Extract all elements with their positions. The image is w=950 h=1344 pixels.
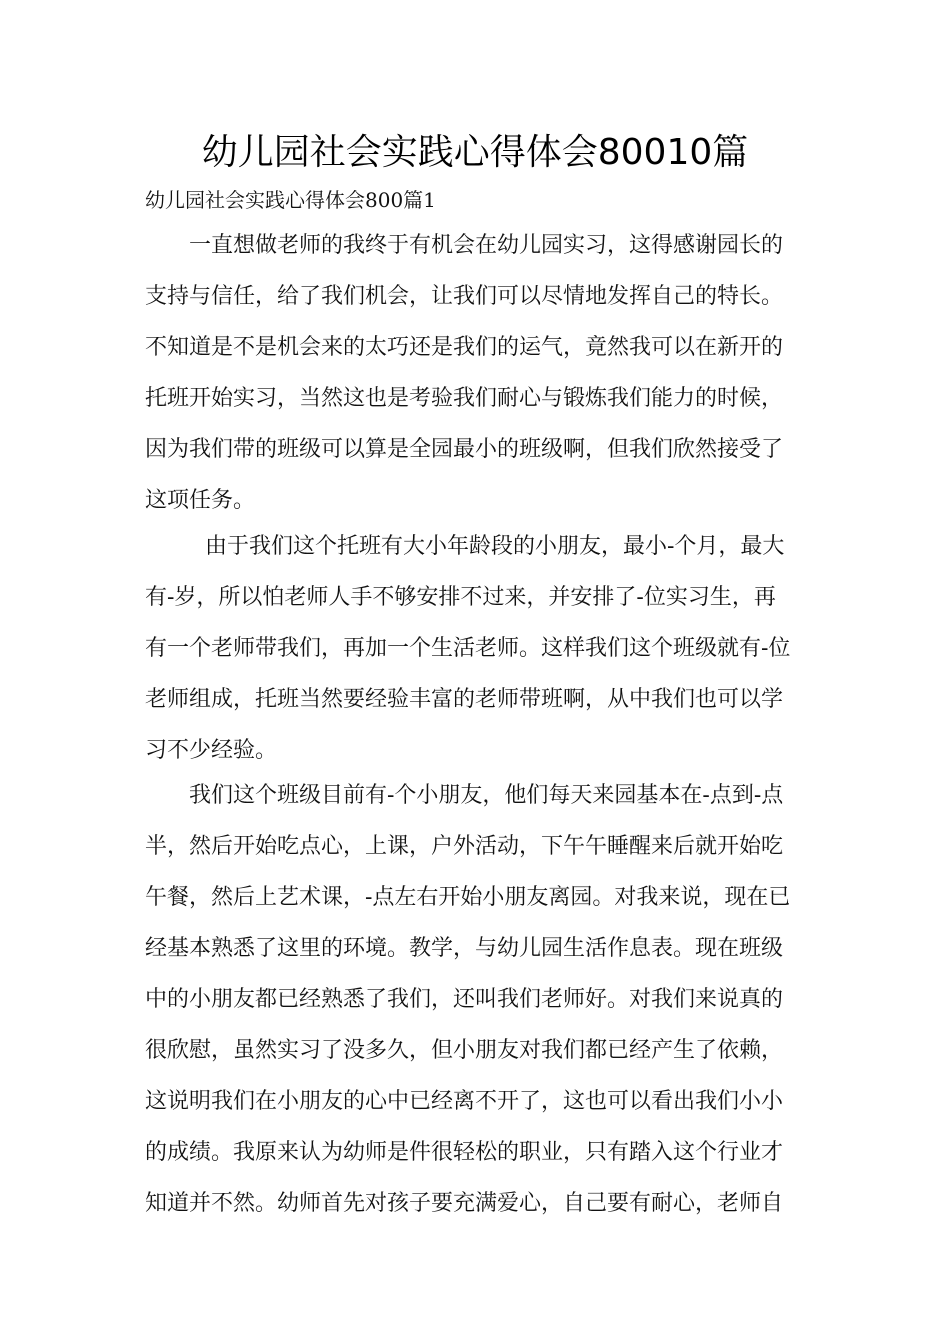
paragraph-line: 半，然后开始吃点心，上课，户外活动，下午午睡醒来后就开始吃: [145, 834, 784, 859]
paragraph-3: [145, 770, 825, 1229]
paragraph-line: 经基本熟悉了这里的环境。教学，与幼儿园生活作息表。现在班级: [145, 936, 784, 961]
paragraph-line: 老师组成，托班当然要经验丰富的老师带班啊，从中我们也可以学: [145, 687, 784, 712]
paragraph-1: [145, 220, 825, 526]
document-title: 幼儿园社会实践心得体会80010篇: [201, 132, 749, 173]
paragraph-line: 中的小朋友都已经熟悉了我们，还叫我们老师好。对我们来说真的: [145, 987, 784, 1012]
paragraph-line: 支持与信任，给了我们机会，让我们可以尽情地发挥自己的特长。: [145, 284, 784, 309]
paragraph-line: 一直想做老师的我终于有机会在幼儿园实习，这得感谢园长的: [189, 233, 784, 258]
paragraph-line: 很欣慰，虽然实习了没多久，但小朋友对我们都已经产生了依赖，: [145, 1038, 784, 1063]
paragraph-line: 我们这个班级目前有-个小朋友，他们每天来园基本在-点到-点: [189, 783, 784, 808]
paragraph-line: 知道并不然。幼师首先对孩子要充满爱心，自己要有耐心，老师自: [145, 1191, 784, 1216]
paragraph-line: 有一个老师带我们，再加一个生活老师。这样我们这个班级就有-位: [145, 636, 791, 661]
paragraph-line: 的成绩。我原来认为幼师是件很轻松的职业，只有踏入这个行业才: [145, 1140, 784, 1165]
paragraph-line: 这项任务。: [145, 488, 256, 513]
paragraph-line: 托班开始实习，当然这也是考验我们耐心与锻炼我们能力的时候，: [145, 386, 784, 411]
paragraph-2: [145, 521, 825, 776]
paragraph-line: 有-岁，所以怕老师人手不够安排不过来，并安排了-位实习生，再: [145, 585, 776, 610]
document-subtitle: 幼儿园社会实践心得体会800篇1: [145, 188, 436, 212]
paragraph-line: 不知道是不是机会来的太巧还是我们的运气，竟然我可以在新开的: [145, 335, 784, 360]
paragraph-line: 午餐，然后上艺术课，-点左右开始小朋友离园。对我来说，现在已: [145, 885, 791, 910]
paragraph-line: 习不少经验。: [145, 738, 278, 763]
paragraph-line: 由于我们这个托班有大小年龄段的小朋友，最小-个月，最大: [205, 534, 785, 559]
paragraph-line: 因为我们带的班级可以算是全园最小的班级啊，但我们欣然接受了: [145, 437, 784, 462]
paragraph-line: 这说明我们在小朋友的心中已经离不开了，这也可以看出我们小小: [145, 1089, 784, 1114]
